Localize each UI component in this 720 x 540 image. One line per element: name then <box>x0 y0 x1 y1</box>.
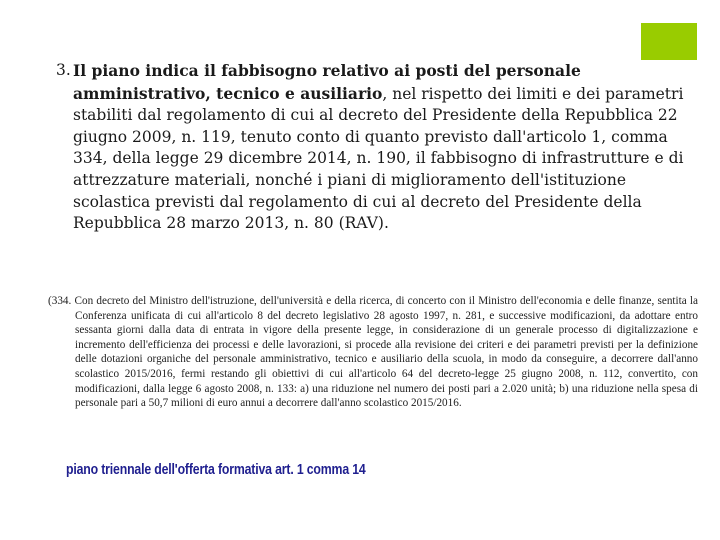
footnote-text: (334. Con decreto del Ministro dell'istruzione, dell'università e della ricerca, di concerto con il Ministro dell'economia e delle finanze, sentita la Conferenza unificata di cui all'articolo 8 del decreto legislativo 28 agosto 1997, n. 281, e successive modificazioni, da adottare entro sessanta giorni dalla data di entrata in vigore della presente legge, in considerazione di un generale processo di digitalizzazione e incremento dell'efficienza dei processi e delle lavorazioni, si procede alla revisione dei criteri e dei parametri previsti per la definizione delle dotazioni organiche del personale amministrativo, tecnico e ausiliario della scuola, in modo da conseguire, a decorrere dall'anno scolastico 2015/2016, fermi restando gli obiettivi di cui all'articolo 64 del decreto-legge 25 giugno 2008, n. 112, convertito, con modificazioni, dalla legge 6 agosto 2008, n. 133: a) una riduzione nel numero dei posti pari a 2.020 unità; b) una riduzione nella spesa di personale pari a 50,7 milioni di euro annui a decorrere dall'anno scolastico 2015/2016. <box>48 295 698 410</box>
footnote <box>48 294 698 411</box>
main-text-rest: , nel rispetto dei limiti e dei parametri stabiliti dal regolamento di cui al decreto del Presidente della Repubblica 22 giugno 2009, n. 119, tenuto conto di quanto previsto dall'articolo 1, comma 334, della legge 29 dicembre 2014, n. 190, il fabbisogno di infrastrutture e di attrezzature materiali, nonché i piani di miglioramento dell'istituzione scolastica previsti dal regolamento di cui al decreto del Presidente della Repubblica 28 marzo 2013, n. 80 (RAV). <box>73 84 684 233</box>
footer-caption: piano triennale dell'offerta formativa art. 1 comma 14 <box>66 461 366 478</box>
accent-square <box>641 23 697 60</box>
item-number: 3. <box>56 61 71 79</box>
main-paragraph <box>56 60 696 235</box>
main-text <box>73 60 696 235</box>
main-bold-lead: Il piano indica il fabbisogno relativo ai posti del personale amministrativo, tecnico e ausiliario <box>73 61 581 103</box>
